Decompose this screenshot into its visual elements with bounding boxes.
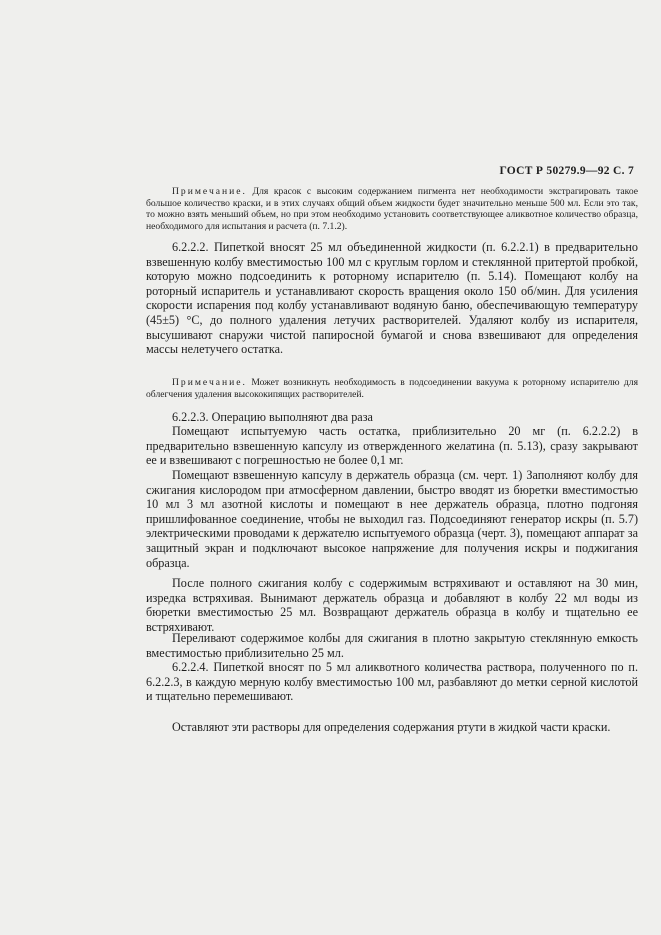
paragraph-6-2-2-3: 6.2.2.3. Операцию выполняют два раза bbox=[172, 410, 373, 424]
paragraph-6-2-2-2: 6.2.2.2. Пипеткой вносят 25 мл объединенной жидкости (п. 6.2.2.1) в предварительно взвешенную колбу вместимостью 100 мл с круглым горлом и стеклянной притертой пробкой, которую можно подсоединить к роторному испарителю (п. 5.14). Помещают колбу на роторный испаритель и устанавливают скорость вращения около 150 об/мин. Для усиления скорости испарения под колбу устанавливают водяную баню, обеспечивающую температуру (45±5) °С, до полного удаления летучих растворителей. Удаляют колбу из испарителя, высушивают снаружи чистой папиросной бумагой и снова взвешивают для определения массы нелетучего остатка. bbox=[146, 240, 638, 357]
paragraph-sample-weighing: Помещают испытуемую часть остатка, приблизительно 20 мг (п. 6.2.2.2) в предварительно взвешенную капсулу из отвержденного желатина (п. 5.13), сразу закрывают ее и взвешивают с погрешностью не более 0,1 мг. bbox=[146, 424, 638, 468]
note-text: Для красок с высоким содержанием пигмента нет необходимости экстрагировать такое большое количество краски, и в этих случаях общий объем жидкости будет значительно меньше 500 мл. Если это так, то можно взять меньший объем, но при этом необходимо установить соответствующее аликвотное количество образца, необходимого для испытания и расчета (п. 7.1.2). bbox=[146, 186, 638, 232]
note-1 bbox=[146, 186, 638, 232]
paragraph-shaking: После полного сжигания колбу с содержимым встряхивают и оставляют на 30 мин, изредка встряхивая. Вынимают держатель образца и добавляют в колбу 22 мл воды из бюретки вместимостью 25 мл. Возвращают держатель образца в колбу и тщательно ее встряхивают. bbox=[146, 576, 638, 634]
note-2 bbox=[146, 377, 638, 400]
page-header: ГОСТ Р 50279.9—92 С. 7 bbox=[499, 165, 634, 177]
note-label: Примечание. bbox=[172, 377, 247, 388]
paragraph-6-2-2-4: 6.2.2.4. Пипеткой вносят по 5 мл аликвотного количества раствора, полученного по п. 6.2.2.3, в каждую мерную колбу вместимостью 100 мл, разбавляют до метки серной кислотой и тщательно перемешивают. bbox=[146, 660, 638, 704]
note-text: Может возникнуть необходимость в подсоединении вакуума к роторному испарителю для облегчения удаления высококипящих растворителей. bbox=[146, 377, 638, 400]
paragraph-combustion: Помещают взвешенную капсулу в держатель образца (см. черт. 1) Заполняют колбу для сжигания кислородом при атмосферном давлении, быстро вводят из бюретки вместимостью 10 мл 3 мл азотной кислоты и помещают в нее держатель образца, плотно подгоняя пришлифованное соединение, чтобы не выходил газ. Подсоединяют генератор искры (п. 5.7) электрическими проводами к держателю испытуемого образца (черт. 3), помещают аппарат за защитный экран и подключают высокое напряжение для получения искры и поджигания образца. bbox=[146, 468, 638, 570]
paragraph-transfer: Переливают содержимое колбы для сжигания в плотно закрытую стеклянную емкость вместимостью приблизительно 25 мл. bbox=[146, 631, 638, 660]
note-label: Примечание. bbox=[172, 186, 247, 197]
paragraph-final: Оставляют эти растворы для определения содержания ртути в жидкой части краски. bbox=[172, 720, 611, 734]
